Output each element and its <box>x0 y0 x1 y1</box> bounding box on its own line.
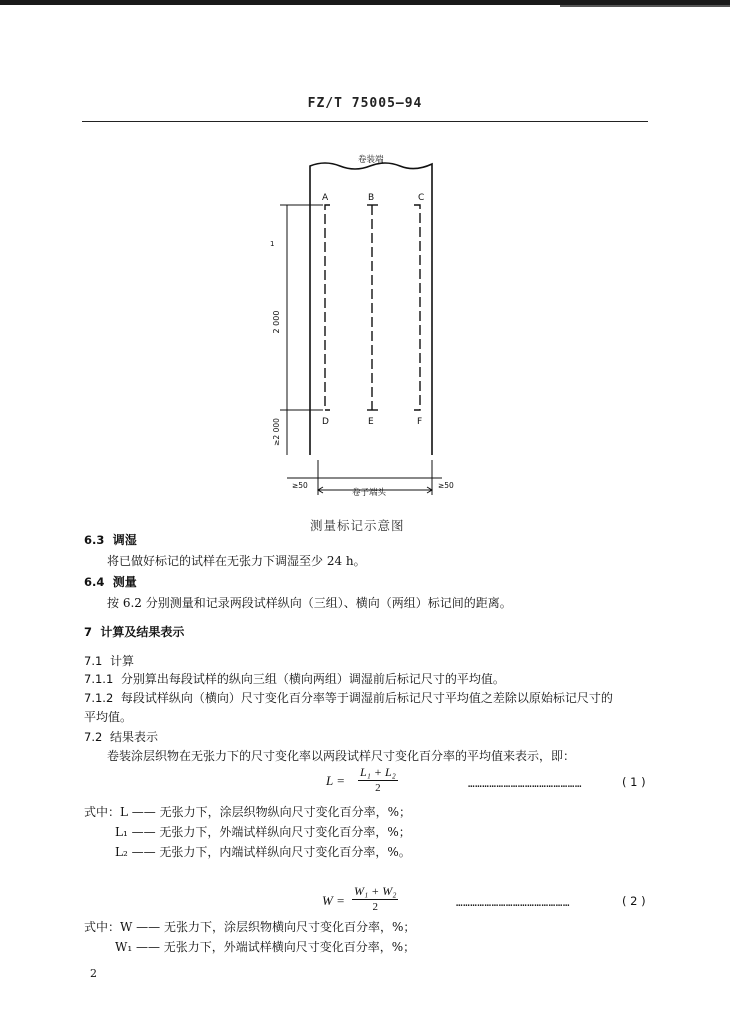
equation-1-number: ( 1 ) <box>622 775 646 789</box>
dim-lower: ≥2 000 <box>272 418 281 446</box>
section-6-4-heading: 6.4 测量 <box>84 575 137 589</box>
label-d: D <box>322 417 329 427</box>
equation-1-leader: ………………………………………… <box>468 777 582 790</box>
section-7-1-heading: 7.1 计算 <box>84 654 134 668</box>
section-7-heading: 7 计算及结果表示 <box>84 625 185 639</box>
sample-outline <box>310 163 432 455</box>
figure-caption: 测量标记示意图 <box>310 518 405 533</box>
label-c: C <box>418 193 425 203</box>
equation-2-number: ( 2 ) <box>622 894 646 908</box>
label-bottom: 卷子端头 <box>352 488 387 498</box>
where-1-line-2: L₁ —— 无张力下，外端试样纵向尺寸变化百分率，%； <box>115 825 411 839</box>
equation-1-lhs: L = <box>326 773 346 788</box>
equation-1-fraction <box>358 765 398 795</box>
standard-code: FZ/T 75005—94 <box>307 96 423 111</box>
section-7-1-2-line-1: 7.1.2 每段试样纵向（横向）尺寸变化百分率等于调湿前后标记尺寸平均值之差除以原始标记尺寸的 <box>84 691 613 705</box>
section-7-1-2-line-2: 平均值。 <box>84 710 133 724</box>
equation-2-fraction <box>352 884 398 914</box>
mark-b <box>367 205 378 410</box>
where-2-line-2: W₁ —— 无张力下，外端试样横向尺寸变化百分率，%； <box>115 940 416 954</box>
section-6-3-body: 将已做好标记的试样在无张力下调湿至少 24 h。 <box>107 554 366 568</box>
dimension-vertical <box>280 205 323 455</box>
equation-2-denominator: 2 <box>372 901 378 913</box>
mark-a <box>325 205 330 410</box>
section-7-1-1: 7.1.1 分别算出每段试样的纵向三组（横向两组）调湿前后标记尺寸的平均值。 <box>84 672 505 686</box>
dim-right: ≥50 <box>438 481 454 490</box>
dim-left: ≥50 <box>292 481 308 490</box>
mark-c <box>414 205 420 410</box>
label-b: B <box>368 193 375 203</box>
equation-2-leader: ………………………………………… <box>456 896 570 909</box>
section-7-2-heading: 7.2 结果表示 <box>84 730 158 744</box>
equation-1-denominator: 2 <box>375 782 381 794</box>
equation-1-numerator: L₁ + L₂ <box>360 765 396 779</box>
label-top: 卷装端 <box>358 155 384 165</box>
where-1-line-3: L₂ —— 无张力下，内端试样纵向尺寸变化百分率，%。 <box>115 845 411 859</box>
page-number: 2 <box>90 967 97 980</box>
equation-2-numerator: W₁ + W₂ <box>354 884 397 898</box>
dim-vertical: 2 000 <box>272 310 281 334</box>
where-1-line-1: 式中：L —— 无张力下，涂层织物纵向尺寸变化百分率，%； <box>84 805 412 819</box>
label-e: E <box>368 417 374 427</box>
where-2-line-1: 式中：W —— 无张力下，涂层织物横向尺寸变化百分率，%； <box>84 920 416 934</box>
label-a: A <box>322 193 329 203</box>
section-6-4-body: 按 6.2 分别测量和记录两段试样纵向（三组）、横向（两组）标记间的距离。 <box>107 596 512 610</box>
section-6-3-heading: 6.3 调湿 <box>84 533 137 547</box>
section-7-2-body: 卷装涂层织物在无张力下的尺寸变化率以两段试样尺寸变化百分率的平均值来表示，即： <box>107 749 576 763</box>
tick-mark: 1 <box>270 240 275 248</box>
equation-2-lhs: W = <box>322 893 345 908</box>
label-f: F <box>417 417 423 427</box>
